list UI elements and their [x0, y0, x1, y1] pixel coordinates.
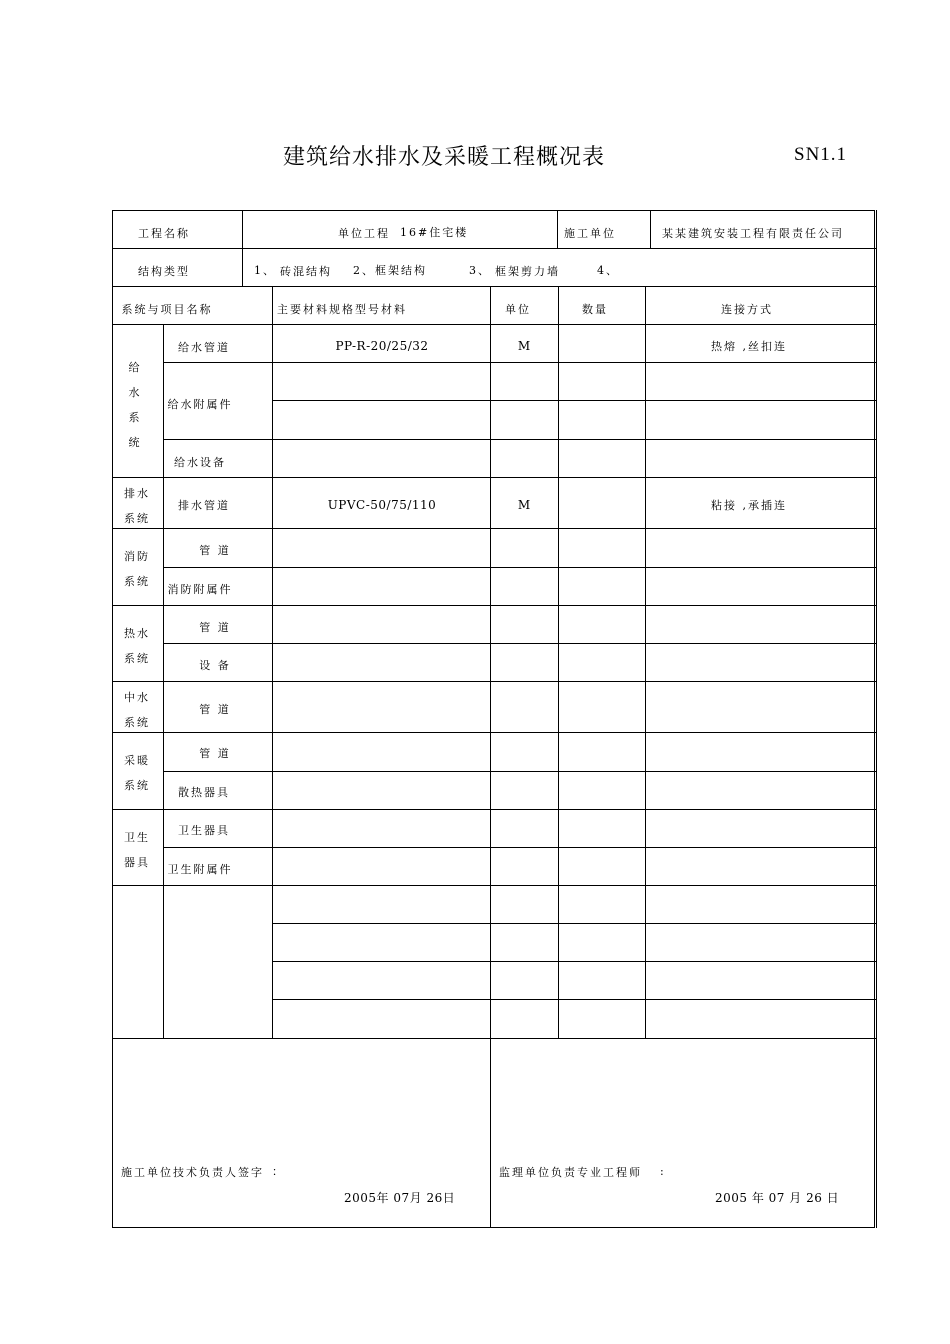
row-divider: [112, 732, 876, 733]
group-hot-water: 热水 系统: [124, 627, 150, 665]
group-fire: 消防 系统: [124, 550, 150, 588]
group-drainage: 排水 系统: [124, 487, 150, 525]
col-header-quantity: 数量: [582, 303, 608, 316]
row-divider: [163, 847, 876, 848]
item-fire-pipe: 管 道: [199, 544, 231, 557]
supervisor-signature-label: 监理单位负责专业工程师: [499, 1166, 642, 1179]
structure-type-label: 结构类型: [138, 265, 190, 278]
contractor-signature-date: 2005年 07月 26日: [344, 1191, 456, 1205]
col-header-unit: 单位: [505, 303, 531, 316]
supervisor-signature-colon: :: [660, 1165, 666, 1178]
col-divider: [242, 248, 243, 286]
construction-unit-value: 某某建筑安装工程有限责任公司: [662, 227, 844, 240]
row-divider: [112, 809, 876, 810]
item-supply-pipe: 给水管道: [178, 341, 230, 354]
item-sanitary-fixtures: 卫生器具: [178, 824, 230, 837]
row-divider: [163, 362, 876, 363]
supply-pipe-unit: M: [517, 339, 531, 353]
drain-pipe-unit: M: [517, 498, 531, 512]
structure-option-4: 4、: [597, 264, 619, 277]
contractor-signature-colon: ：: [272, 1165, 285, 1178]
item-radiators: 散热器具: [178, 786, 230, 799]
col-divider: [645, 286, 646, 1038]
col-divider: [163, 324, 164, 1038]
row-divider: [272, 400, 876, 401]
structure-option-1-text: 砖混结构: [280, 265, 332, 278]
structure-option-1: 1、: [254, 264, 276, 277]
form-code: SN1.1: [794, 144, 848, 165]
row-divider: [272, 999, 876, 1000]
item-supply-fittings: 给水附属件: [167, 398, 233, 411]
row-divider: [272, 923, 876, 924]
supply-pipe-connection: 热熔 ,丝扣连: [711, 340, 787, 353]
group-water-supply: 给 水 系 统: [128, 361, 140, 449]
row-divider: [112, 324, 876, 325]
col-header-connection: 连接方式: [721, 303, 773, 316]
group-reclaimed-water: 中水 系统: [124, 691, 150, 729]
col-divider: [242, 210, 243, 248]
col-header-system: 系统与项目名称: [121, 303, 213, 316]
row-divider: [163, 771, 876, 772]
col-header-material: 主要材料规格型号材料: [277, 303, 407, 316]
col-divider: [272, 286, 273, 1038]
row-divider: [163, 567, 876, 568]
construction-unit-label: 施工单位: [564, 227, 616, 240]
drain-pipe-connection: 粘接 ,承插连: [711, 499, 787, 512]
item-heating-pipe: 管 道: [199, 747, 231, 760]
row-divider: [112, 1038, 876, 1039]
row-divider: [112, 681, 876, 682]
unit-project-label: 单位工程: [338, 227, 390, 240]
drain-pipe-material: UPVC-50/75/110: [327, 498, 437, 512]
item-supply-equipment: 给水设备: [174, 456, 226, 469]
row-divider: [112, 477, 876, 478]
structure-option-3-text: 框架剪力墙: [495, 265, 560, 278]
row-divider: [112, 248, 876, 249]
structure-option-2: 2、框架结构: [353, 264, 427, 277]
unit-project-value: 16#住宅楼: [400, 226, 469, 239]
table-right-edge: [876, 210, 877, 1228]
row-divider: [112, 528, 876, 529]
supply-pipe-material: PP-R-20/25/32: [335, 339, 429, 353]
structure-option-3: 3、: [469, 264, 491, 277]
project-name-label: 工程名称: [138, 227, 190, 240]
row-divider: [272, 961, 876, 962]
item-hot-water-equipment: 设 备: [199, 659, 231, 672]
col-divider: [490, 286, 491, 1228]
supervisor-signature-date: 2005 年 07 月 26 日: [715, 1191, 840, 1205]
item-sanitary-fittings: 卫生附属件: [167, 863, 233, 876]
row-divider: [112, 605, 876, 606]
col-divider: [558, 286, 559, 1038]
col-divider: [650, 210, 651, 248]
page-title: 建筑给水排水及采暖工程概况表: [283, 145, 606, 170]
item-fire-fittings: 消防附属件: [167, 583, 233, 596]
row-divider: [163, 439, 876, 440]
group-heating: 采暖 系统: [124, 754, 150, 792]
row-divider: [112, 286, 876, 287]
group-sanitary: 卫生 器具: [124, 831, 150, 869]
item-reclaimed-pipe: 管 道: [199, 703, 231, 716]
item-hot-water-pipe: 管 道: [199, 621, 231, 634]
col-divider: [557, 210, 558, 248]
item-drain-pipe: 排水管道: [178, 499, 230, 512]
row-divider: [112, 885, 876, 886]
contractor-signature-label: 施工单位技术负责人签字: [121, 1166, 264, 1179]
row-divider: [163, 643, 876, 644]
